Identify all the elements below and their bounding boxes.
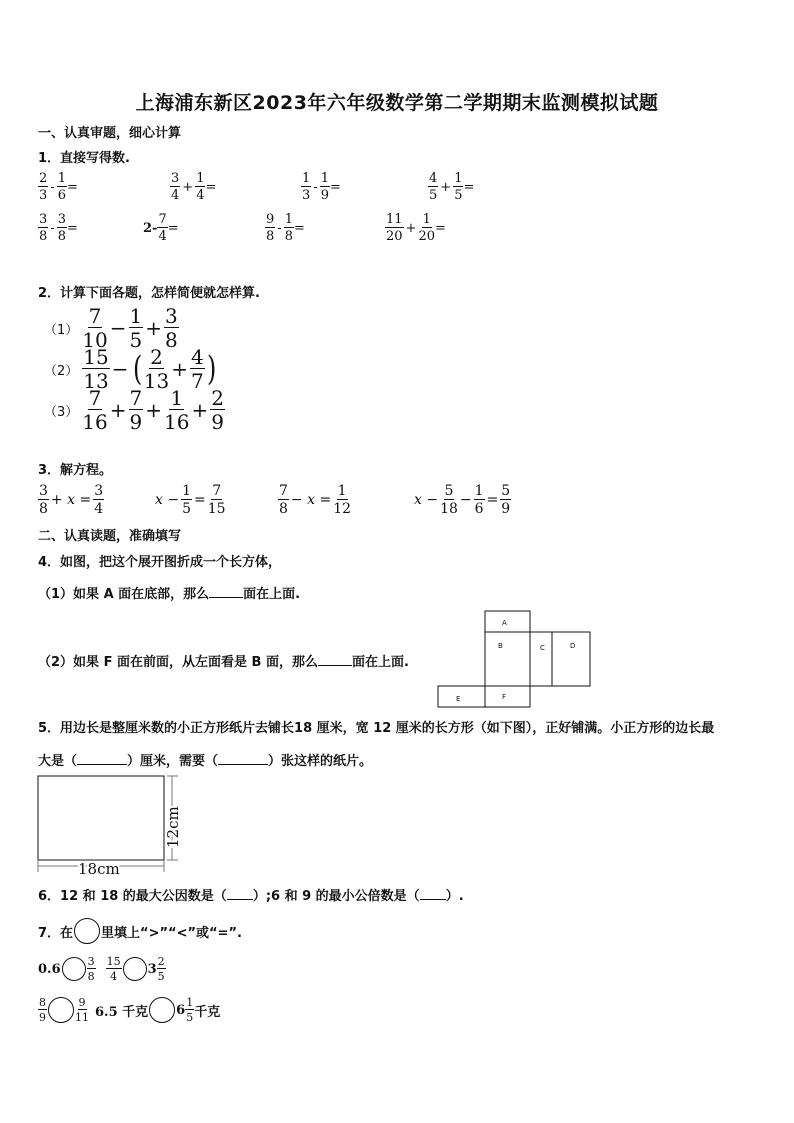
q1-item-5: 3 8 - $\frac{3}{8}$ = <box>39 212 78 244</box>
q2-problem-3: （3） 7 16 + $\frac{7}{9}$ + $\frac{1}{16}$ + $\frac{2}{9}$ <box>44 386 224 434</box>
net-face-b <box>485 632 530 686</box>
question-6: 6．12 和 18 的最大公因数是（ ）;6 和 9 的最小公倍数是（ ）. <box>38 889 464 904</box>
q1-item-6: 2- $\frac{7}{4}$ = <box>143 212 179 244</box>
q1-item-3: 1 3 - $\frac{1}{9}$ = <box>302 171 341 203</box>
question-2-label: 2．计算下面各题，怎样简便就怎样算. <box>38 286 260 301</box>
q4-part-1: （1）如果 A 面在底部，那么 面在上面. <box>38 587 301 602</box>
question-1-label: 1．直接写得数. <box>38 151 130 166</box>
q7-example-circle-icon <box>74 918 100 944</box>
q4-part-2: （2）如果 F 面在前面，从左面看是 B 面，那么 面在上面. <box>38 655 409 670</box>
q7-compare-circle-4[interactable] <box>149 997 175 1023</box>
question-5-line-2: 大是（ ）厘米，需要（ ）张这样的纸片。 <box>38 754 373 769</box>
cuboid-net-diagram <box>436 609 592 709</box>
q6-blank-gcd[interactable] <box>227 899 253 900</box>
net-face-f <box>485 686 530 707</box>
q3-equation-1: 3 8 + x = $\frac{3}{4}$ <box>39 483 104 517</box>
q5-blank-side[interactable] <box>77 764 127 765</box>
net-label-e: E <box>456 695 461 703</box>
question-3-label: 3．解方程。 <box>38 463 113 478</box>
q3-equation-2: x − $\frac{1}{5}$ = $\frac{7}{15}$ <box>155 483 226 517</box>
net-label-d: D <box>570 642 576 650</box>
q7-row-2: 8 9 9 11 6.5 千克 6 1 5 千克 <box>39 996 221 1024</box>
q4-part-1-blank[interactable] <box>209 597 243 598</box>
net-face-a <box>485 611 530 632</box>
q3-equation-3: 7 8 − x = $\frac{1}{12}$ <box>279 483 352 517</box>
q2-problem-2: （2） 15 13 − ( 2 13 + $\frac{4}{7}$ ) <box>44 345 216 393</box>
q1-item-2: 3 4 + $\frac{1}{4}$ = <box>171 171 217 203</box>
q1-item-7: 9 8 - $\frac{1}{8}$ = <box>266 212 305 244</box>
q1-item-8: 11 20 + $\frac{1}{20}$ = <box>386 212 446 244</box>
net-face-e <box>438 686 485 707</box>
q7-compare-circle-1[interactable] <box>62 957 86 981</box>
question-5-line-1: 5．用边长是整厘米数的小正方形纸片去铺长18 厘米，宽 12 厘米的长方形（如下图），正好铺满。小正方形的边长最 <box>38 721 715 736</box>
q5-blank-count[interactable] <box>218 764 268 765</box>
q4-part-2-blank[interactable] <box>318 665 352 666</box>
net-label-b: B <box>498 642 503 650</box>
rectangle-shape <box>38 776 164 860</box>
q6-blank-lcm[interactable] <box>420 899 446 900</box>
width-label: 18cm <box>78 860 120 878</box>
q7-compare-circle-3[interactable] <box>48 997 74 1023</box>
net-face-d <box>552 632 590 686</box>
q7-row-1: 0.6 3 8 15 4 3 2 5 <box>38 955 165 983</box>
rectangle-diagram <box>34 772 190 878</box>
section-heading-2: 二、认真读题，准确填写 <box>38 529 182 544</box>
net-label-f: F <box>502 693 507 701</box>
question-4-label: 4．如图，把这个展开图折成一个长方体， <box>38 555 282 570</box>
q2-problem-1: （1） 7 10 − $\frac{1}{5}$ + $\frac{3}{8}$ <box>44 304 178 352</box>
q1-item-4: 4 5 + $\frac{1}{5}$ = <box>429 171 475 203</box>
height-label: 12cm <box>164 806 182 848</box>
net-label-a: A <box>502 619 507 627</box>
q3-equation-4: x − $\frac{5}{18}$ − $\frac{1}{6}$ = $\frac{5}{9}$ <box>414 483 511 517</box>
section-heading-1: 一、认真审题，细心计算 <box>38 126 182 141</box>
question-7-label: 7．在 里填上“>”“<”或“=”. <box>38 918 242 944</box>
net-face-c <box>530 632 552 686</box>
q7-compare-circle-2[interactable] <box>123 957 147 981</box>
page-title: 上海浦东新区2023年六年级数学第二学期期末监测模拟试题 <box>135 92 659 114</box>
net-label-c: C <box>540 644 545 652</box>
q1-item-1: 2 3 - $\frac{1}{6}$ = <box>39 171 78 203</box>
